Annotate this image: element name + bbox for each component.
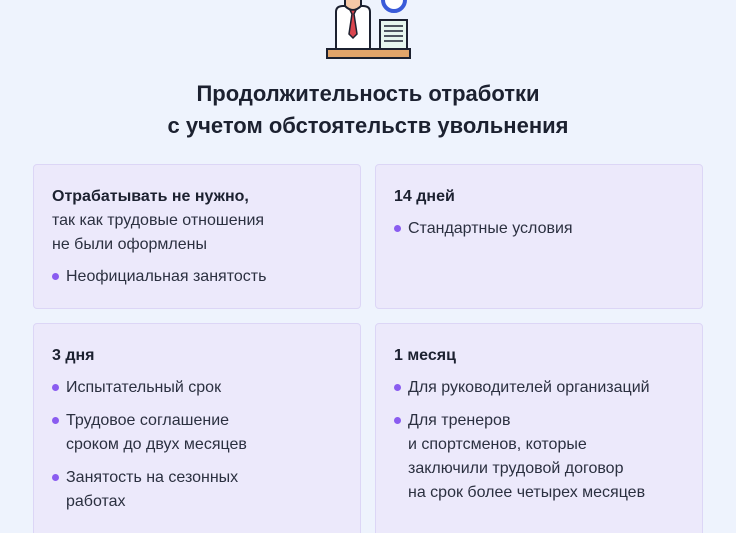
list-item-text: и спортсменов, которые — [408, 436, 587, 453]
list-item-text: Испытательный срок — [66, 379, 222, 396]
card-item-list — [52, 265, 342, 289]
list-item — [52, 265, 342, 289]
list-item — [394, 217, 684, 241]
list-item-text: Для тренеров — [408, 412, 511, 429]
list-item — [394, 376, 684, 400]
card-heading: Отрабатывать не нужно, — [52, 188, 249, 205]
list-item-text: Неофициальная занятость — [66, 268, 267, 285]
clock-icon — [383, 0, 405, 11]
card-14-days — [375, 164, 703, 309]
card-no-notice — [33, 164, 361, 309]
card-subtitle-line: так как трудовые отношения — [52, 212, 265, 229]
list-item-text: Для руководителей организаций — [408, 379, 650, 396]
card-item-list — [52, 376, 342, 514]
card-heading: 14 дней — [394, 188, 455, 205]
office-worker-at-desk-icon — [318, 0, 418, 62]
page-title — [0, 78, 736, 142]
card-heading: 1 месяц — [394, 347, 456, 364]
list-item-text: работах — [66, 493, 126, 510]
list-item — [52, 376, 342, 400]
list-item-text: сроком до двух месяцев — [66, 436, 247, 453]
list-item-text: Стандартные условия — [408, 220, 573, 237]
list-item-text: заключили трудовой договор — [408, 460, 624, 477]
card-1-month — [375, 323, 703, 533]
list-item — [52, 409, 342, 457]
list-item — [394, 409, 684, 505]
card-item-list — [394, 376, 684, 505]
title-line-1: Продолжительность отработки — [196, 81, 540, 106]
list-item-text: на срок более четырех месяцев — [408, 484, 646, 501]
title-line-2: с учетом обстоятельств увольнения — [167, 113, 569, 138]
document-stack-icon — [380, 20, 407, 49]
card-heading: 3 дня — [52, 347, 95, 364]
list-item — [52, 466, 342, 514]
card-item-list — [394, 217, 684, 241]
list-item-text: Занятость на сезонных — [66, 469, 239, 486]
card-3-days — [33, 323, 361, 533]
card-subtitle-line: не были оформлены — [52, 236, 207, 253]
list-item-text: Трудовое соглашение — [66, 412, 230, 429]
